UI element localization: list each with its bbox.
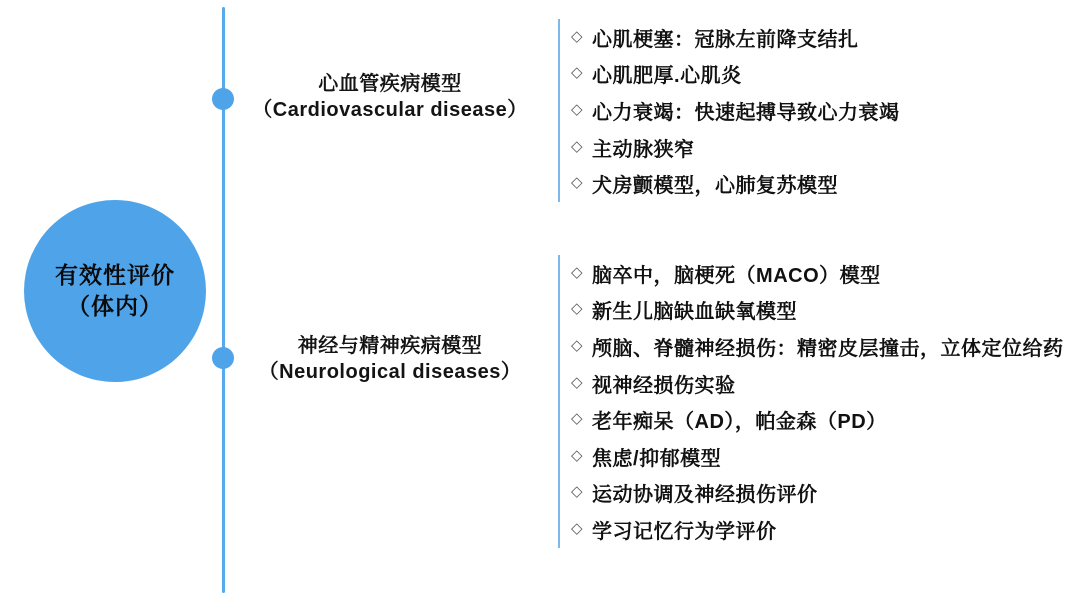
list-item (569, 19, 900, 56)
diamond-bullet-icon: ◇ (571, 263, 584, 281)
list-item-text: 主动脉狭窄 (592, 138, 695, 161)
list-item (569, 56, 900, 93)
diamond-bullet-icon: ◇ (571, 410, 584, 428)
list-item-text: 心力衰竭：快速起搏导致心力衰竭 (592, 101, 900, 124)
list-item (569, 365, 1064, 402)
list-item-text: 焦虑/抑郁模型 (592, 447, 722, 470)
diamond-bullet-icon: ◇ (571, 174, 584, 192)
list-item (569, 255, 1064, 292)
diamond-bullet-icon: ◇ (571, 336, 584, 354)
diamond-bullet-icon: ◇ (571, 446, 584, 464)
list-item-text: 犬房颤模型，心肺复苏模型 (592, 175, 839, 198)
list-item (569, 292, 1064, 329)
diamond-bullet-icon: ◇ (571, 137, 584, 155)
list-item-text: 脑卒中，脑梗死（MACO）模型 (592, 264, 881, 287)
neuro-branch-dot (212, 347, 234, 369)
neuro-branch-label-en: （Neurological diseases） (258, 361, 522, 384)
cardio-model-list (558, 19, 900, 202)
list-item-text: 运动协调及神经损伤评价 (592, 484, 818, 507)
list-item (569, 401, 1064, 438)
diamond-bullet-icon: ◇ (571, 519, 584, 537)
neuro-model-list (558, 255, 1064, 548)
list-item-text: 老年痴呆（AD），帕金森（PD） (592, 411, 887, 434)
list-item (569, 129, 900, 166)
list-item (569, 511, 1064, 548)
list-item-text: 学习记忆行为学评价 (592, 520, 777, 543)
list-item-text: 视神经损伤实验 (592, 374, 736, 397)
list-item-text: 心肌梗塞：冠脉左前降支结扎 (592, 28, 859, 51)
list-item (569, 475, 1064, 512)
list-item-text: 颅脑、脊髓神经损伤：精密皮层撞击，立体定位给药 (592, 337, 1064, 360)
cardio-branch-label-cn: 心血管疾病模型 (318, 73, 462, 95)
list-item (569, 165, 900, 202)
cardio-branch-label (233, 71, 547, 124)
cardio-branch-dot (212, 88, 234, 110)
diamond-bullet-icon: ◇ (571, 373, 584, 391)
center-node-circle (24, 200, 206, 382)
list-item (569, 328, 1064, 365)
list-item (569, 438, 1064, 475)
center-node-title-line2: （体内） (67, 293, 163, 319)
cardio-branch-label-en: （Cardiovascular disease） (252, 99, 528, 122)
diamond-bullet-icon: ◇ (571, 100, 584, 118)
diamond-bullet-icon: ◇ (571, 64, 584, 82)
list-item (569, 92, 900, 129)
center-node-title-line1: 有效性评价 (55, 261, 175, 288)
diamond-bullet-icon: ◇ (571, 483, 584, 501)
neuro-branch-label-cn: 神经与精神疾病模型 (297, 335, 483, 357)
neuro-branch-label (233, 333, 547, 386)
diamond-bullet-icon: ◇ (571, 300, 584, 318)
diamond-bullet-icon: ◇ (571, 27, 584, 45)
list-item-text: 新生儿脑缺血缺氧模型 (592, 301, 798, 324)
list-item-text: 心肌肥厚.心肌炎 (592, 65, 742, 88)
